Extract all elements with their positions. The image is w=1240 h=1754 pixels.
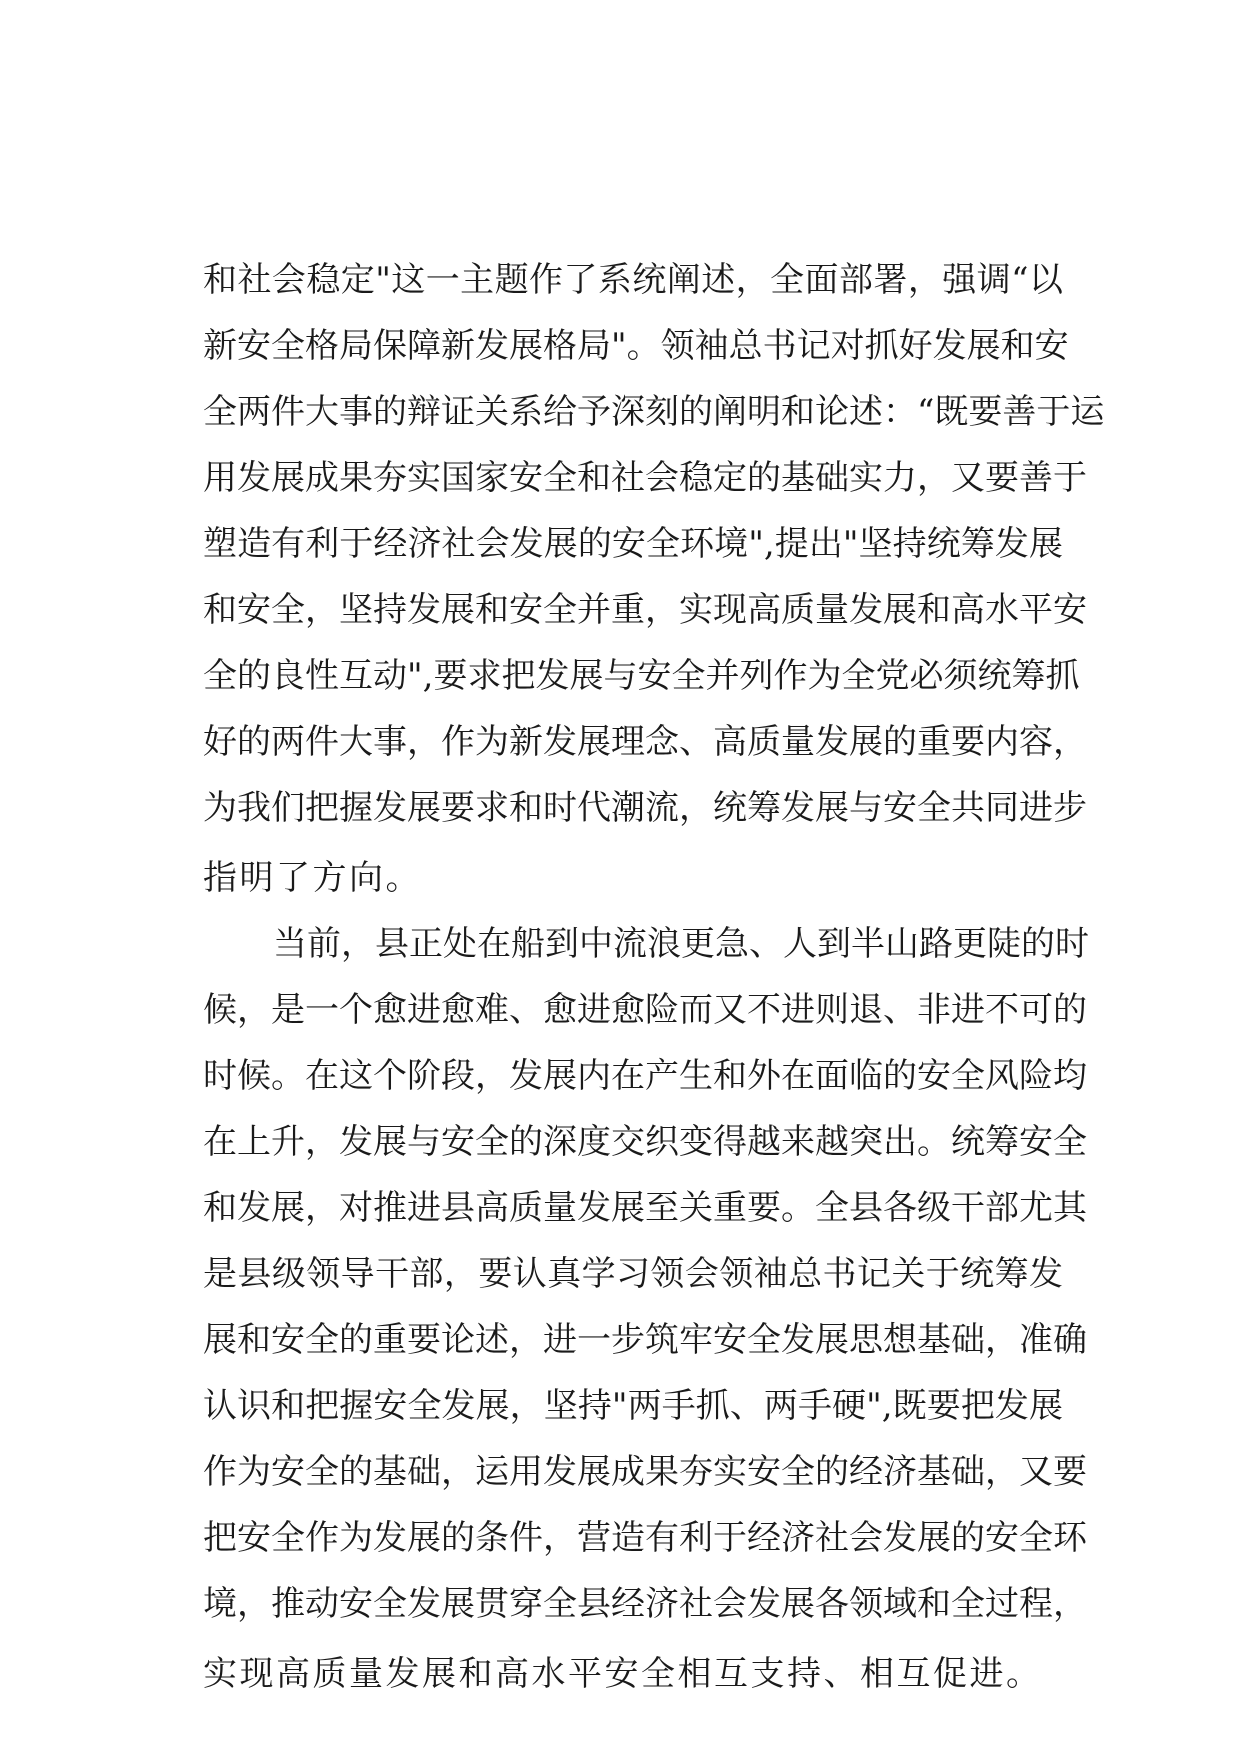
text-line: 时候。在这个阶段，发展内在产生和外在面临的安全风险均 <box>203 1056 1087 1096</box>
text-line: 为我们把握发展要求和时代潮流，统筹发展与安全共同进步 <box>203 788 1087 828</box>
text-line: 实现高质量发展和高水平安全相互支持、相互促进。 <box>203 1654 1043 1694</box>
text-line: 新安全格局保障新发展格局"。领袖总书记对抓好发展和安 <box>203 326 1069 366</box>
text-line: 把安全作为发展的条件，营造有利于经济社会发展的安全环 <box>203 1518 1087 1558</box>
text-line: 候，是一个愈进愈难、愈进愈险而又不进则退、非进不可的 <box>203 990 1087 1030</box>
text-line: 指明了方向。 <box>203 858 422 898</box>
text-line: 好的两件大事，作为新发展理念、高质量发展的重要内容， <box>203 722 1087 762</box>
text-line: 全两件大事的辩证关系给予深刻的阐明和论述：“既要善于运 <box>203 392 1105 432</box>
text-line: 是县级领导干部，要认真学习领会领袖总书记关于统筹发 <box>203 1254 1063 1294</box>
text-line: 在上升，发展与安全的深度交织变得越来越突出。统筹安全 <box>203 1122 1087 1162</box>
text-line: 用发展成果夯实国家安全和社会稳定的基础实力，又要善于 <box>203 458 1087 498</box>
text-line: 和发展，对推进县高质量发展至关重要。全县各级干部尤其 <box>203 1188 1087 1228</box>
text-line: 和社会稳定"这一主题作了系统阐述，全面部署，强调“以 <box>203 260 1063 300</box>
text-line: 认识和把握安全发展，坚持"两手抓、两手硬",既要把发展 <box>203 1386 1063 1426</box>
text-line: 当前，县正处在船到中流浪更急、人到半山路更陡的时 <box>273 924 1089 964</box>
text-line: 全的良性互动",要求把发展与安全并列作为全党必须统筹抓 <box>203 656 1080 696</box>
text-line: 展和安全的重要论述，进一步筑牢安全发展思想基础，准确 <box>203 1320 1087 1360</box>
text-line: 和安全，坚持发展和安全并重，实现高质量发展和高水平安 <box>203 590 1087 630</box>
text-line: 塑造有利于经济社会发展的安全环境",提出"坚持统筹发展 <box>203 524 1063 564</box>
text-line: 作为安全的基础，运用发展成果夯实安全的经济基础，又要 <box>203 1452 1087 1492</box>
text-line: 境，推动安全发展贯穿全县经济社会发展各领域和全过程， <box>203 1584 1087 1624</box>
